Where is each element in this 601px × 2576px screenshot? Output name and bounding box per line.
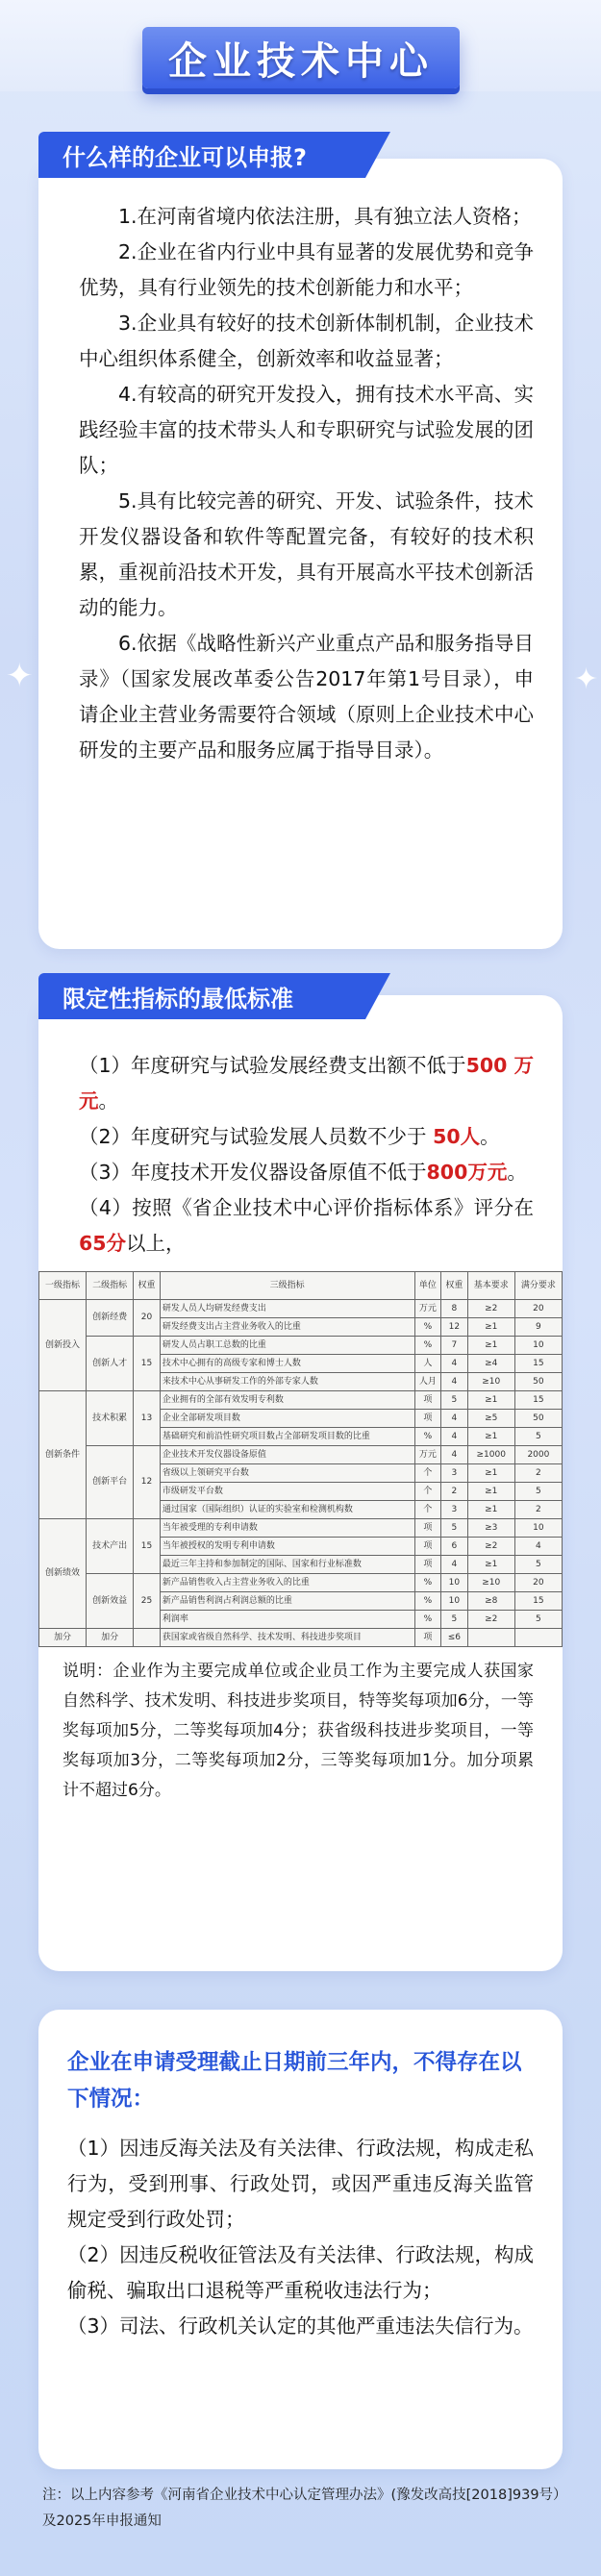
- table-cell: ≥10: [467, 1574, 514, 1592]
- table-cell: ≥1: [467, 1501, 514, 1519]
- table-cell: 20: [514, 1574, 562, 1592]
- table-cell: 3: [441, 1464, 468, 1483]
- table-cell: ≥1000: [467, 1446, 514, 1464]
- level1-cell: 加分: [39, 1629, 87, 1647]
- table-cell: 5: [514, 1611, 562, 1629]
- table-cell: ≥3: [467, 1519, 514, 1538]
- table-cell: 2000: [514, 1446, 562, 1464]
- criteria-highlight: 50人: [433, 1125, 481, 1148]
- eligibility-item: 1.在河南省境内依法注册，具有独立法人资格；: [118, 205, 532, 228]
- table-cell: %: [414, 1611, 441, 1629]
- level3-indicator-cell: 省级以上领研究平台数: [160, 1464, 414, 1483]
- criteria-text: 以上，: [126, 1232, 186, 1255]
- eligibility-card: [38, 159, 563, 949]
- criteria-text: （2）年度研究与试验发展人员数不少于: [79, 1125, 434, 1148]
- criteria-text: 。: [480, 1125, 500, 1148]
- table-cell: ≥1: [467, 1391, 514, 1410]
- sparkle-icon: ✦: [574, 663, 599, 696]
- table-cell: ≥2: [467, 1300, 514, 1318]
- table-row: [39, 1629, 563, 1647]
- eligibility-item: 4.有较高的研究开发投入，拥有技术水平高、实践经验丰富的技术带头人和专职研究与试验发展的团队；: [79, 383, 534, 477]
- section-title-eligibility: [38, 132, 365, 178]
- table-cell: 项: [414, 1556, 441, 1574]
- table-cell: 项: [414, 1629, 441, 1647]
- table-cell: 12: [441, 1318, 468, 1337]
- level3-indicator-cell: 市级研发平台数: [160, 1483, 414, 1501]
- table-cell: 5: [441, 1519, 468, 1538]
- table-cell: ≥10: [467, 1373, 514, 1391]
- level3-indicator-cell: 企业技术开发仪器设备原值: [160, 1446, 414, 1464]
- table-cell: %: [414, 1428, 441, 1446]
- table-cell: 15: [514, 1355, 562, 1373]
- table-row: [39, 1446, 563, 1464]
- table-row: [39, 1300, 563, 1318]
- table-cell: 9: [514, 1318, 562, 1337]
- table-cell: 个: [414, 1464, 441, 1483]
- level2-cell: 创新人才: [87, 1337, 134, 1391]
- table-cell: 2: [514, 1501, 562, 1519]
- level2-weight-cell: 13: [134, 1391, 161, 1446]
- table-cell: 项: [414, 1538, 441, 1556]
- table-row: [39, 1519, 563, 1538]
- table-cell: %: [414, 1592, 441, 1611]
- eligibility-item: 5.具有比较完善的研究、开发、试验条件，技术开发仪器设备和软件等配置完备，有较好的技术积累，重视前沿技术开发，具有开展高水平技术创新活动的能力。: [79, 489, 534, 619]
- table-cell: 人: [414, 1355, 441, 1373]
- table-header-cell: 满分要求: [514, 1272, 562, 1300]
- table-cell: ≥8: [467, 1592, 514, 1611]
- table-cell: 3: [441, 1501, 468, 1519]
- level3-indicator-cell: 来技术中心从事研发工作的外部专家人数: [160, 1373, 414, 1391]
- criteria-highlight: 800万元: [426, 1161, 508, 1184]
- level3-indicator-cell: 通过国家（国际组织）认证的实验室和检测机构数: [160, 1501, 414, 1519]
- table-cell: 15: [514, 1391, 562, 1410]
- table-cell: ≥1: [467, 1428, 514, 1446]
- criteria-highlight: 500 万元: [79, 1054, 534, 1113]
- level1-cell: 创新绩效: [39, 1519, 87, 1629]
- indicator-table: [38, 1271, 563, 1647]
- eligibility-list: [38, 159, 563, 768]
- level3-indicator-cell: 研发经费支出占主营业务收入的比重: [160, 1318, 414, 1337]
- section-title-text: 什么样的企业可以申报?: [63, 143, 307, 171]
- level3-indicator-cell: 技术中心拥有的高级专家和博士人数: [160, 1355, 414, 1373]
- table-cell: 人月: [414, 1373, 441, 1391]
- table-cell: 6: [441, 1538, 468, 1556]
- level3-indicator-cell: 研发人员占职工总数的比重: [160, 1337, 414, 1355]
- eligibility-item: 3.企业具有较好的技术创新体制机制，企业技术中心组织体系健全，创新效率和收益显著；: [79, 312, 534, 370]
- table-cell: ≥1: [467, 1464, 514, 1483]
- criteria-card: [38, 995, 563, 1971]
- restriction-item: （2）因违反税收征管法及有关法律、行政法规，构成偷税、骗取出口退税等严重税收违法行为；: [67, 2243, 534, 2302]
- table-cell: [467, 1629, 514, 1647]
- table-cell: 10: [441, 1574, 468, 1592]
- table-header-cell: 单位: [414, 1272, 441, 1300]
- table-cell: 5: [441, 1391, 468, 1410]
- table-cell: 个: [414, 1501, 441, 1519]
- table-cell: ≥1: [467, 1318, 514, 1337]
- table-cell: 5: [514, 1483, 562, 1501]
- table-cell: 7: [441, 1337, 468, 1355]
- level2-weight-cell: 20: [134, 1300, 161, 1337]
- footnote: 注：以上内容参考《河南省企业技术中心认定管理办法》(豫发改高技[2018]939号）及2025年申报通知: [42, 2488, 561, 2529]
- table-row: [39, 1337, 563, 1355]
- level2-weight-cell: 12: [134, 1446, 161, 1519]
- table-cell: 万元: [414, 1300, 441, 1318]
- table-cell: 20: [514, 1300, 562, 1318]
- page-title-banner: [142, 27, 460, 88]
- table-cell: 4: [441, 1446, 468, 1464]
- table-cell: ≥4: [467, 1355, 514, 1373]
- criteria-highlight: 65分: [79, 1232, 127, 1255]
- table-header-cell: 二级指标: [87, 1272, 134, 1300]
- level2-cell: 技术产出: [87, 1519, 134, 1574]
- level3-indicator-cell: 当年被授权的发明专利申请数: [160, 1538, 414, 1556]
- criteria-text: 。: [98, 1089, 118, 1113]
- table-header-cell: 基本要求: [467, 1272, 514, 1300]
- table-header-cell: 权重: [134, 1272, 161, 1300]
- table-cell: 5: [514, 1428, 562, 1446]
- eligibility-item: 2.企业在省内行业中具有显著的发展优势和竞争优势，具有行业领先的技术创新能力和水平；: [79, 240, 534, 299]
- page-title: 企业技术中心: [168, 38, 434, 84]
- table-cell: ≤6: [441, 1629, 468, 1647]
- table-cell: [514, 1629, 562, 1647]
- table-cell: 15: [514, 1592, 562, 1611]
- table-cell: 项: [414, 1391, 441, 1410]
- table-cell: ≥1: [467, 1483, 514, 1501]
- table-cell: 项: [414, 1519, 441, 1538]
- table-cell: 4: [441, 1355, 468, 1373]
- level2-weight-cell: 15: [134, 1519, 161, 1574]
- level3-indicator-cell: 企业全部研发项目数: [160, 1410, 414, 1428]
- restrictions-card: [38, 2010, 563, 2469]
- level1-cell: 创新投入: [39, 1300, 87, 1391]
- criteria-text: 。: [507, 1161, 527, 1184]
- level2-cell: 技术积累: [87, 1391, 134, 1446]
- table-cell: 5: [441, 1611, 468, 1629]
- level3-indicator-cell: 新产品销售利润占利润总额的比重: [160, 1592, 414, 1611]
- table-cell: %: [414, 1318, 441, 1337]
- eligibility-item: 6.依据《战略性新兴产业重点产品和服务指导目录》（国家发展改革委公告2017年第1号目录），申请企业主营业务需要符合领域（原则上企业技术中心研发的主要产品和服务应属于指导目录）。: [79, 632, 534, 762]
- criteria-text: （4）按照《省企业技术中心评价指标体系》评分在: [79, 1196, 534, 1219]
- table-cell: 8: [441, 1300, 468, 1318]
- table-cell: 4: [441, 1410, 468, 1428]
- table-cell: 2: [514, 1464, 562, 1483]
- table-cell: 5: [514, 1556, 562, 1574]
- level3-indicator-cell: 企业拥有的全部有效发明专利数: [160, 1391, 414, 1410]
- table-cell: ≥1: [467, 1337, 514, 1355]
- level3-indicator-cell: 最近三年主持和参加制定的国际、国家和行业标准数: [160, 1556, 414, 1574]
- criteria-text: （3）年度技术开发仪器设备原值不低于: [79, 1161, 427, 1184]
- table-cell: ≥2: [467, 1611, 514, 1629]
- table-row: [39, 1574, 563, 1592]
- restriction-item: （3）司法、行政机关认定的其他严重违法失信行为。: [67, 2314, 534, 2338]
- level1-cell: 创新条件: [39, 1391, 87, 1519]
- table-note: 说明：企业作为主要完成单位或企业员工作为主要完成人获国家自然科学、技术发明、科技进步奖项目，特等奖每项加6分，一等奖每项加5分，二等奖每项加4分；获省级科技进步奖项目，一等奖每项加3分，二等奖每项加2分，三等奖每项加1分。加分项累计不超过6分。: [63, 1662, 534, 1800]
- criteria-item: [79, 1119, 534, 1155]
- table-cell: 4: [441, 1373, 468, 1391]
- criteria-item: [79, 1155, 534, 1190]
- restriction-item: （1）因违反海关法及有关法律、行政法规，构成走私行为，受到刑事、行政处罚，或因严重违反海关监管规定受到行政处罚；: [67, 2137, 534, 2231]
- level3-indicator-cell: 获国家或省级自然科学、技术发明、科技进步奖项目: [160, 1629, 414, 1647]
- table-cell: %: [414, 1574, 441, 1592]
- table-row: [39, 1391, 563, 1410]
- table-cell: 50: [514, 1410, 562, 1428]
- restrictions-heading: 企业在申请受理截止日期前三年内，不得存在以下情况：: [67, 2050, 522, 2112]
- level3-indicator-cell: 新产品销售收入占主营业务收入的比重: [160, 1574, 414, 1592]
- section-title-criteria: [38, 973, 365, 1019]
- criteria-item: [79, 1048, 534, 1119]
- table-cell: 50: [514, 1373, 562, 1391]
- table-cell: 4: [514, 1538, 562, 1556]
- level2-weight-cell: 15: [134, 1337, 161, 1391]
- table-cell: ≥5: [467, 1410, 514, 1428]
- criteria-item: [79, 1190, 534, 1262]
- level2-cell: 创新平台: [87, 1446, 134, 1519]
- level2-weight-cell: [134, 1629, 161, 1647]
- table-cell: 2: [441, 1483, 468, 1501]
- table-cell: ≥1: [467, 1556, 514, 1574]
- table-header-cell: 权重: [441, 1272, 468, 1300]
- table-header-cell: 一级指标: [39, 1272, 87, 1300]
- level3-indicator-cell: 基础研究和前沿性研究项目数占全部研发项目数的比重: [160, 1428, 414, 1446]
- table-cell: 个: [414, 1483, 441, 1501]
- section-title-text: 限定性指标的最低标准: [63, 985, 293, 1013]
- table-cell: 4: [441, 1428, 468, 1446]
- level3-indicator-cell: 研发人员人均研发经费支出: [160, 1300, 414, 1318]
- restrictions-list: [67, 2131, 534, 2344]
- table-cell: ≥2: [467, 1538, 514, 1556]
- level2-cell: 创新经费: [87, 1300, 134, 1337]
- level2-cell: 加分: [87, 1629, 134, 1647]
- level2-weight-cell: 25: [134, 1574, 161, 1629]
- table-cell: 项: [414, 1410, 441, 1428]
- level3-indicator-cell: 当年被受理的专利申请数: [160, 1519, 414, 1538]
- sparkle-icon: ✦: [6, 657, 34, 695]
- table-cell: 10: [441, 1592, 468, 1611]
- table-header-cell: 三级指标: [160, 1272, 414, 1300]
- criteria-list: [38, 995, 563, 1262]
- table-cell: %: [414, 1337, 441, 1355]
- table-cell: 万元: [414, 1446, 441, 1464]
- level2-cell: 创新效益: [87, 1574, 134, 1629]
- criteria-text: （1）年度研究与试验发展经费支出额不低于: [79, 1054, 466, 1077]
- table-cell: 4: [441, 1556, 468, 1574]
- level3-indicator-cell: 利润率: [160, 1611, 414, 1629]
- table-cell: 10: [514, 1519, 562, 1538]
- table-cell: 10: [514, 1337, 562, 1355]
